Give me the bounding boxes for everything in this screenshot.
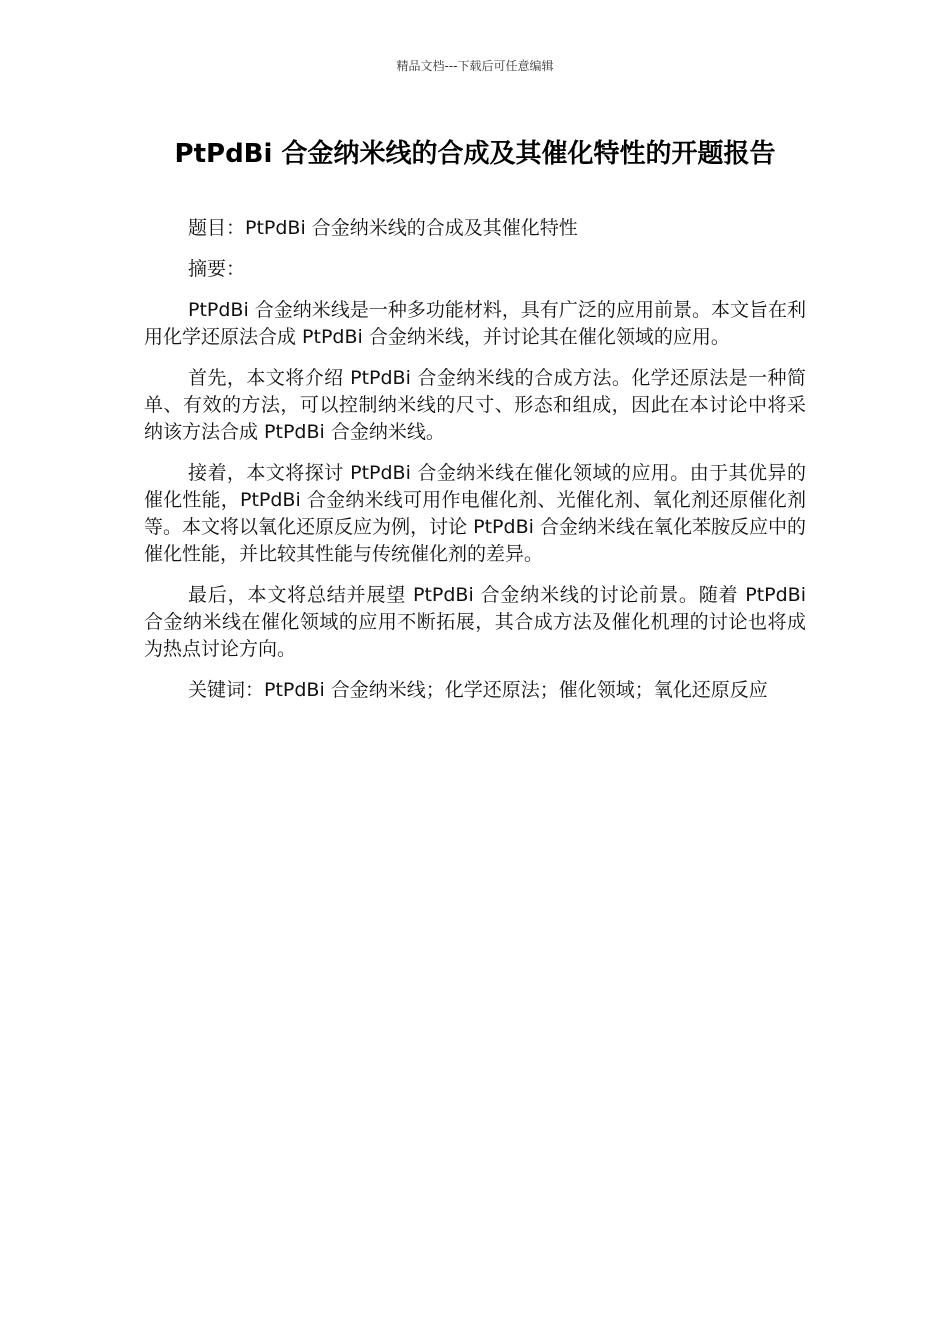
- abstract-label: 摘要：: [188, 258, 246, 280]
- subject-line: 题目：PtPdBi 合金纳米线的合成及其催化特性: [188, 217, 578, 239]
- body-paragraph: 最后，本文将总结并展望 PtPdBi 合金纳米线的讨论前景。随着 PtPdBi 合金纳米线在催化领域的应用不断拓展，其合成方法及催化机理的讨论也将成为热点讨论方向。: [144, 584, 806, 660]
- body-paragraph: 首先，本文将介绍 PtPdBi 合金纳米线的合成方法。化学还原法是一种简单、有效的方法，可以控制纳米线的尺寸、形态和组成，因此在本讨论中将采纳该方法合成 PtPdBi 合金纳米线。: [144, 367, 806, 443]
- page-header: 精品文档---下载后可任意编辑: [396, 59, 554, 73]
- document-title: PtPdBi 合金纳米线的合成及其催化特性的开题报告: [174, 139, 776, 169]
- body-paragraph: 接着，本文将探讨 PtPdBi 合金纳米线在催化领域的应用。由于其优异的催化性能，PtPdBi 合金纳米线可用作电催化剂、光催化剂、氧化剂还原催化剂等。本文将以氧化还原反应为例，讨论 PtPdBi 合金纳米线在氧化苯胺反应中的催化性能，并比较其性能与传统催化剂的差异。: [144, 462, 806, 565]
- body-paragraph: PtPdBi 合金纳米线是一种多功能材料，具有广泛的应用前景。本文旨在利用化学还原法合成 PtPdBi 合金纳米线，并讨论其在催化领域的应用。: [144, 299, 806, 348]
- keywords-line: 关键词：PtPdBi 合金纳米线；化学还原法；催化领域；氧化还原反应: [188, 679, 768, 701]
- document-body: [144, 215, 806, 718]
